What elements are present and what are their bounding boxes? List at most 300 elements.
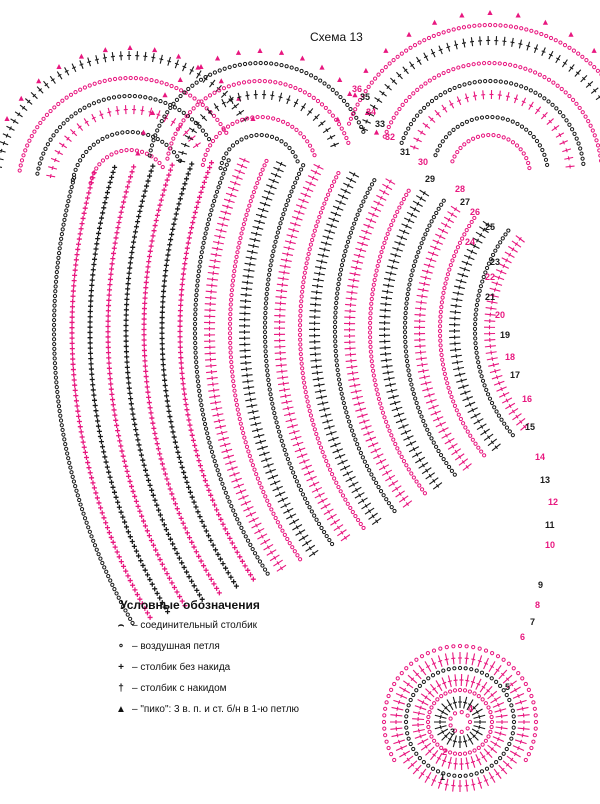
single-crochet-mark	[143, 468, 148, 473]
chain-stitch-mark	[221, 482, 224, 485]
chain-stitch-mark	[231, 144, 234, 147]
double-crochet-mark	[413, 729, 425, 733]
single-crochet-mark	[169, 232, 174, 237]
chain-stitch-mark	[240, 427, 243, 430]
chain-stitch-mark	[333, 330, 336, 333]
double-crochet-mark	[344, 315, 355, 319]
single-crochet-mark	[145, 384, 150, 389]
single-crochet-mark	[111, 251, 116, 256]
chain-stitch-mark	[433, 76, 436, 79]
single-crochet-mark	[166, 482, 171, 487]
single-crochet-mark	[127, 266, 132, 271]
single-crochet-mark	[160, 562, 165, 567]
chain-stitch-mark	[473, 24, 476, 27]
single-crochet-icon: +	[118, 662, 124, 673]
row-number-label: 27	[460, 197, 471, 207]
single-crochet-mark	[96, 231, 101, 236]
chain-stitch-mark	[360, 204, 363, 207]
chain-stitch-mark	[61, 99, 64, 102]
double-crochet-mark	[316, 395, 327, 399]
chain-stitch-mark	[88, 530, 91, 533]
chain-stitch-mark	[230, 293, 233, 296]
double-crochet-mark	[379, 190, 389, 195]
double-crochet-mark	[403, 681, 413, 688]
chain-stitch-mark	[189, 94, 192, 97]
chain-stitch-mark	[277, 430, 280, 433]
single-crochet-mark	[110, 261, 115, 266]
chain-stitch-mark	[474, 337, 477, 340]
chain-stitch-mark	[420, 655, 423, 658]
double-crochet-mark	[294, 211, 304, 215]
chain-stitch-mark	[76, 163, 79, 166]
double-crochet-mark	[246, 91, 250, 100]
single-crochet-mark	[78, 424, 83, 429]
chain-stitch-mark	[424, 424, 427, 427]
chain-stitch-mark	[215, 135, 218, 138]
chain-stitch-mark	[293, 475, 296, 478]
chain-stitch-mark	[42, 152, 45, 155]
chain-stitch-mark	[420, 85, 423, 88]
chain-stitch-mark	[293, 550, 296, 553]
legend-item-double-crochet	[110, 683, 370, 704]
single-crochet-mark	[82, 211, 87, 216]
chain-stitch-mark	[544, 158, 547, 161]
chain-stitch-mark	[347, 141, 350, 144]
chain-stitch-mark	[325, 459, 328, 462]
double-crochet-mark	[269, 179, 279, 183]
single-crochet-mark	[109, 535, 114, 540]
single-crochet-mark	[160, 336, 165, 341]
chain-stitch-mark	[437, 74, 440, 77]
chain-stitch-mark	[62, 122, 65, 125]
chain-stitch-mark	[124, 76, 127, 79]
chain-stitch-mark	[387, 502, 390, 505]
chain-stitch-mark	[301, 285, 304, 288]
single-crochet-mark	[227, 536, 232, 541]
chain-stitch-mark	[229, 313, 232, 316]
chain-stitch-mark	[195, 81, 198, 84]
chain-stitch-mark	[298, 324, 301, 327]
single-crochet-mark	[173, 217, 178, 222]
chain-stitch-mark	[230, 365, 233, 368]
double-crochet-mark	[190, 66, 194, 74]
legend-item-picot	[110, 704, 370, 732]
row-number-label: 21	[485, 292, 496, 302]
single-crochet-mark	[88, 340, 93, 345]
double-crochet-mark	[415, 350, 426, 354]
chain-stitch-mark	[580, 152, 583, 155]
chain-stitch-mark	[217, 186, 220, 189]
chain-stitch-mark	[318, 215, 321, 218]
double-crochet-mark	[135, 51, 139, 60]
chain-stitch-mark	[296, 554, 299, 557]
single-crochet-mark	[211, 581, 216, 586]
chain-stitch-mark	[512, 715, 515, 718]
chain-stitch-mark	[308, 506, 311, 509]
single-crochet-mark	[70, 315, 75, 320]
double-crochet-mark	[396, 419, 406, 423]
chain-stitch-mark	[313, 229, 316, 232]
chain-stitch-mark	[81, 154, 84, 157]
chain-stitch-mark	[236, 251, 239, 254]
chain-stitch-mark	[475, 669, 478, 672]
chain-stitch-mark	[436, 149, 439, 152]
double-crochet-mark	[498, 91, 502, 100]
row-number-label: 34	[366, 107, 377, 117]
single-crochet-mark	[70, 341, 75, 346]
single-crochet-mark	[86, 190, 91, 195]
single-crochet-mark	[143, 364, 148, 369]
chain-stitch-mark	[263, 321, 266, 324]
chain-stitch-mark	[285, 453, 288, 456]
single-crochet-mark	[143, 290, 148, 295]
chain-stitch-mark	[490, 725, 493, 728]
chain-stitch-mark	[373, 77, 376, 80]
chain-stitch-mark	[299, 319, 302, 322]
chain-stitch-mark	[563, 43, 566, 46]
single-crochet-mark	[178, 334, 183, 339]
single-crochet-mark	[124, 333, 129, 338]
double-crochet-mark	[254, 528, 264, 533]
chain-stitch-mark	[380, 69, 383, 72]
chain-stitch-mark	[187, 87, 190, 90]
double-crochet-mark	[309, 327, 320, 331]
chain-stitch-mark	[103, 566, 106, 569]
single-crochet-mark	[112, 407, 117, 412]
chain-stitch-mark	[232, 380, 235, 383]
double-crochet-mark	[503, 761, 512, 769]
chain-stitch-mark	[299, 488, 302, 491]
chain-stitch-mark	[188, 111, 191, 114]
single-crochet-mark	[132, 544, 137, 549]
single-crochet-mark	[179, 287, 184, 292]
chain-stitch-mark	[595, 139, 598, 142]
chain-stitch-mark	[385, 740, 388, 743]
chain-stitch-mark	[370, 81, 373, 84]
chain-stitch-mark	[428, 711, 431, 714]
single-crochet-mark	[125, 184, 130, 189]
single-crochet-mark	[144, 275, 149, 280]
chain-stitch-mark	[195, 289, 198, 292]
chain-stitch-mark	[383, 727, 386, 730]
single-crochet-mark	[195, 453, 200, 458]
single-crochet-mark	[142, 332, 147, 337]
double-crochet-mark	[204, 308, 215, 312]
row-number-label: 19	[500, 330, 511, 340]
chain-stitch-mark	[175, 86, 178, 89]
chain-stitch-mark	[97, 100, 100, 103]
double-crochet-mark	[375, 98, 382, 103]
chain-stitch-mark	[334, 340, 337, 343]
chain-stitch-mark	[405, 464, 408, 467]
chain-stitch-mark	[304, 266, 307, 269]
single-crochet-mark	[128, 260, 133, 265]
single-crochet-mark	[110, 485, 115, 490]
chain-stitch-mark	[409, 378, 412, 381]
chain-stitch-mark	[272, 407, 275, 410]
double-crochet-mark	[346, 365, 357, 369]
chain-stitch-mark	[268, 268, 271, 271]
chain-stitch-mark	[212, 114, 215, 117]
single-crochet-mark	[225, 531, 230, 536]
double-crochet-mark	[505, 403, 514, 409]
single-crochet-mark	[164, 527, 169, 532]
chain-stitch-mark	[58, 126, 61, 129]
chain-stitch-mark	[447, 29, 450, 32]
chain-stitch-mark	[292, 471, 295, 474]
chain-stitch-mark	[577, 52, 580, 55]
double-crochet-mark	[413, 201, 423, 206]
single-crochet-mark	[150, 421, 155, 426]
chain-stitch-mark	[245, 445, 248, 448]
chain-stitch-mark	[407, 468, 410, 471]
picot-icon: ▲	[116, 704, 126, 715]
double-crochet-mark	[435, 110, 441, 117]
chain-stitch-mark	[229, 303, 232, 306]
double-crochet-mark	[460, 267, 470, 271]
double-crochet-mark	[368, 213, 378, 217]
chain-stitch-mark	[485, 767, 488, 770]
single-crochet-mark	[137, 442, 142, 447]
chain-stitch-mark	[120, 149, 123, 152]
picot-mark	[79, 54, 84, 59]
chain-stitch-mark	[494, 23, 497, 26]
chain-stitch-mark	[335, 92, 338, 95]
double-crochet-mark	[80, 60, 84, 68]
chain-stitch-mark	[511, 141, 514, 144]
double-crochet-mark	[491, 697, 501, 703]
chain-stitch-mark	[194, 351, 197, 354]
single-crochet-mark	[161, 466, 166, 471]
chain-stitch-mark	[511, 434, 514, 437]
chain-stitch-mark	[279, 435, 282, 438]
double-crochet-mark	[514, 95, 518, 104]
double-crochet-mark	[197, 71, 202, 79]
chain-stitch-mark	[435, 211, 438, 214]
chain-stitch-mark	[193, 322, 196, 325]
chain-stitch-mark	[374, 383, 377, 386]
row-number-label: 24	[465, 237, 476, 247]
double-crochet-mark	[442, 755, 446, 766]
chain-stitch-mark	[193, 337, 196, 340]
single-crochet-mark	[125, 469, 130, 474]
single-crochet-mark	[189, 162, 194, 167]
double-crochet-mark	[251, 232, 262, 236]
double-crochet-mark	[344, 334, 355, 338]
chain-stitch-mark	[54, 371, 57, 374]
chain-stitch-mark	[308, 248, 311, 251]
chain-stitch-mark	[264, 340, 267, 343]
chain-stitch-mark	[407, 288, 410, 291]
single-crochet-mark	[125, 360, 130, 365]
chain-stitch-mark	[426, 228, 429, 231]
chain-stitch-mark	[255, 473, 258, 476]
chain-stitch-mark	[288, 146, 291, 149]
single-crochet-mark	[106, 314, 111, 319]
double-crochet-mark	[410, 62, 415, 69]
double-crochet-mark	[313, 114, 319, 120]
chain-stitch-mark	[439, 647, 442, 650]
chain-stitch-mark	[445, 461, 448, 464]
chain-stitch-mark	[478, 80, 481, 83]
double-crochet-mark	[357, 414, 368, 418]
double-crochet-mark	[426, 399, 436, 403]
single-crochet-mark	[162, 188, 167, 193]
slip-stitch-icon: ⌢	[117, 620, 125, 631]
single-crochet-mark	[204, 529, 209, 534]
double-crochet-mark	[306, 181, 316, 185]
chain-stitch-mark	[229, 308, 232, 311]
double-crochet-mark	[323, 128, 330, 133]
single-crochet-mark	[124, 349, 129, 354]
chain-stitch-mark	[412, 118, 415, 121]
double-crochet-mark	[311, 296, 322, 300]
chain-stitch-mark	[394, 215, 397, 218]
chain-stitch-mark	[387, 694, 390, 697]
double-crochet-mark	[392, 486, 401, 492]
chain-stitch-mark	[170, 84, 173, 87]
chain-stitch-mark	[362, 200, 365, 203]
double-crochet-mark	[285, 240, 296, 244]
chain-stitch-mark	[129, 76, 132, 79]
single-crochet-mark	[114, 423, 119, 428]
chain-stitch-mark	[512, 667, 515, 670]
chain-stitch-mark	[404, 321, 407, 324]
single-crochet-mark	[214, 586, 219, 591]
chain-stitch-mark	[335, 297, 338, 300]
chain-stitch-mark	[226, 125, 229, 128]
chain-stitch-mark	[379, 255, 382, 258]
chain-stitch-mark	[422, 237, 425, 240]
chain-stitch-mark	[198, 265, 201, 268]
single-crochet-mark	[142, 348, 147, 353]
chain-stitch-mark	[82, 512, 85, 515]
chain-stitch-mark	[431, 674, 434, 677]
chain-stitch-mark	[362, 526, 365, 529]
chain-stitch-mark	[441, 140, 444, 143]
single-crochet-mark	[89, 283, 94, 288]
double-crochet-mark	[278, 497, 288, 502]
single-crochet-mark	[118, 215, 123, 220]
chain-stitch-mark	[76, 494, 79, 497]
chain-stitch-mark	[424, 233, 427, 236]
picot-mark	[363, 68, 368, 73]
double-crochet-mark	[419, 769, 426, 779]
chain-stitch-mark	[211, 139, 214, 142]
chain-stitch-mark	[159, 99, 162, 102]
double-crochet-mark	[240, 299, 251, 303]
double-crochet-mark	[333, 206, 343, 210]
chain-stitch-mark	[246, 209, 249, 212]
double-crochet-mark	[414, 338, 425, 342]
chain-stitch-mark	[351, 227, 354, 230]
double-crochet-mark	[181, 143, 189, 147]
double-crochet-mark	[65, 67, 69, 75]
single-crochet-mark	[175, 551, 180, 556]
double-crochet-mark	[408, 761, 417, 769]
single-crochet-mark	[144, 374, 149, 379]
chain-stitch-mark	[489, 711, 492, 714]
double-crochet-mark	[433, 240, 443, 244]
double-crochet-mark	[275, 301, 286, 305]
chain-stitch-mark	[439, 344, 442, 347]
chain-stitch-mark	[322, 530, 325, 533]
chain-stitch-mark	[264, 302, 267, 305]
chain-stitch-mark	[33, 130, 36, 133]
double-crochet-mark	[390, 401, 401, 405]
double-crochet-mark	[276, 370, 287, 374]
single-crochet-mark	[117, 438, 122, 443]
single-crochet-mark	[179, 516, 184, 521]
single-crochet-mark	[109, 387, 114, 392]
chain-stitch-mark	[307, 252, 310, 255]
single-crochet-mark	[142, 337, 147, 342]
single-crochet-mark	[178, 324, 183, 329]
single-crochet-mark	[134, 499, 139, 504]
chain-stitch-mark	[355, 116, 358, 119]
double-crochet-mark	[204, 345, 215, 349]
double-crochet-mark	[346, 177, 356, 182]
chain-stitch-mark	[377, 485, 380, 488]
chain-stitch-mark	[56, 261, 59, 264]
double-crochet-mark	[224, 199, 234, 203]
double-crochet-mark	[489, 661, 495, 671]
chain-stitch-mark	[404, 335, 407, 338]
chain-stitch-mark	[442, 368, 445, 371]
picot-mark	[383, 48, 388, 53]
chain-stitch-mark	[404, 99, 407, 102]
single-crochet-mark	[77, 419, 82, 424]
double-crochet-mark	[343, 471, 353, 476]
single-crochet-mark	[94, 413, 99, 418]
double-crochet-mark	[205, 358, 216, 362]
chain-stitch-mark	[512, 720, 515, 723]
single-crochet-mark	[140, 199, 145, 204]
single-crochet-mark	[136, 214, 141, 219]
picot-mark	[459, 12, 464, 17]
chain-stitch-mark	[230, 505, 233, 508]
double-crochet-mark	[371, 207, 381, 212]
single-crochet-mark	[89, 372, 94, 377]
double-crochet-mark	[31, 92, 37, 98]
chain-stitch-mark	[344, 498, 347, 501]
double-crochet-mark	[314, 272, 325, 276]
chain-stitch-mark	[439, 315, 442, 318]
chain-stitch-mark	[511, 709, 514, 712]
chain-stitch-mark	[427, 36, 430, 39]
chain-stitch-mark	[481, 698, 484, 701]
chain-stitch-mark	[53, 362, 56, 365]
chain-stitch-mark	[390, 434, 393, 437]
single-crochet-mark	[192, 443, 197, 448]
chain-stitch-mark	[444, 91, 447, 94]
single-crochet-mark	[207, 165, 212, 170]
single-crochet-mark	[145, 572, 150, 577]
chain-stitch-mark	[216, 469, 219, 472]
single-crochet-mark	[127, 391, 132, 396]
double-crochet-mark	[346, 359, 357, 363]
single-crochet-mark	[115, 225, 120, 230]
chain-stitch-mark	[556, 84, 559, 87]
chain-stitch-mark	[237, 246, 240, 249]
chain-stitch-mark	[299, 304, 302, 307]
chain-stitch-mark	[253, 552, 256, 555]
chain-stitch-mark	[214, 195, 217, 198]
chain-stitch-mark	[404, 316, 407, 319]
chain-stitch-mark	[110, 153, 113, 156]
double-crochet-mark	[415, 706, 426, 710]
double-crochet-mark	[361, 426, 371, 430]
